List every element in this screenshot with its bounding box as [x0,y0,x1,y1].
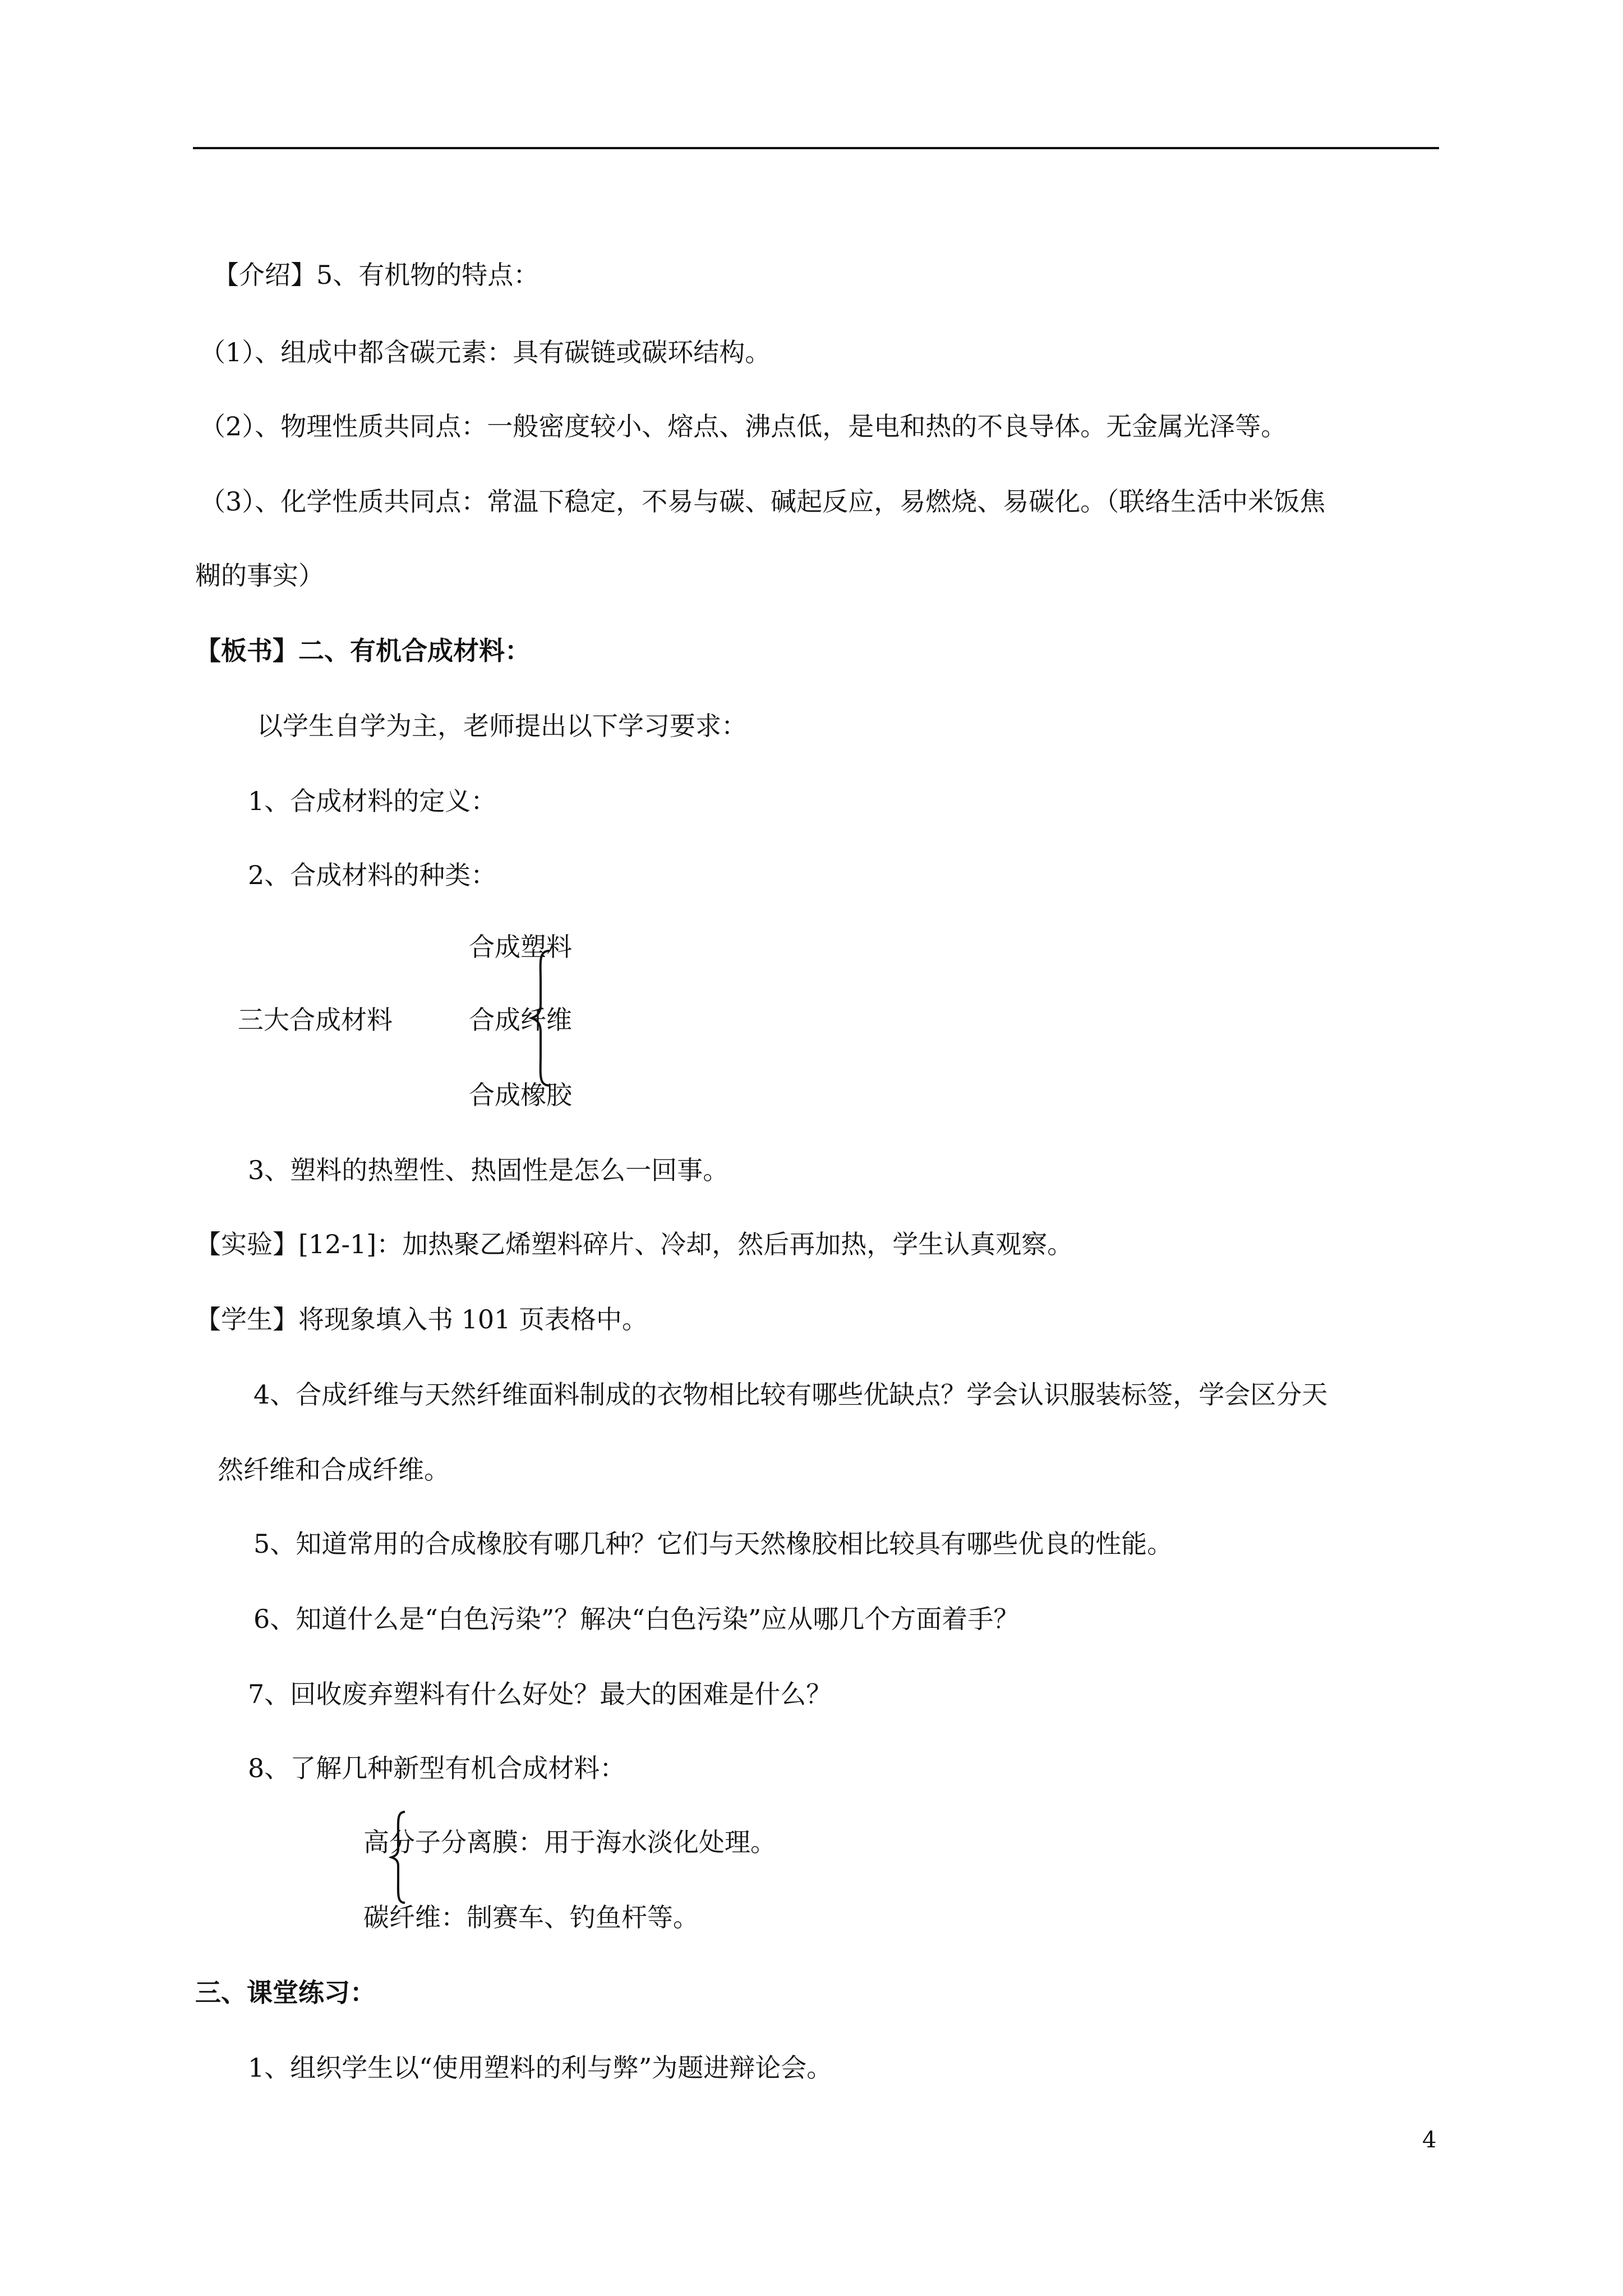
material-type-2: 合成纤维 [469,1005,572,1035]
header-rule [193,147,1439,149]
brace-icon [527,948,561,1088]
question-7: 7、回收废弃塑料有什么好处？最大的困难是什么？ [248,1679,832,1709]
question-8: 8、了解几种新型有机合成材料： [248,1753,626,1783]
question-5: 5、知道常用的合成橡胶有哪几种？它们与天然橡胶相比较具有哪些优良的性能。 [253,1529,1173,1559]
paragraph-3-line-2: 糊的事实） [195,560,324,591]
student-line: 【学生】将现象填入书 101 页表格中。 [195,1304,648,1335]
brace-icon [389,1810,412,1905]
question-1: 1、合成材料的定义： [248,786,497,816]
question-3: 3、塑料的热塑性、热固性是怎么一回事。 [248,1155,729,1185]
page-number: 4 [1422,2127,1437,2153]
question-2: 2、合成材料的种类： [248,860,497,890]
section-3-heading: 三、课堂练习： [195,1977,376,2008]
three-materials-label: 三大合成材料 [238,1005,393,1035]
material-type-1: 合成塑料 [469,932,572,962]
material-type-3: 合成橡胶 [469,1080,572,1110]
exercise-1: 1、组织学生以“使用塑料的利与弊”为题进辩论会。 [248,2053,833,2083]
board-heading: 【板书】二、有机合成材料： [195,636,531,666]
new-material-1: 高分子分离膜：用于海水淡化处理。 [363,1827,776,1857]
paragraph-2: （2）、物理性质共同点：一般密度较小、熔点、沸点低，是电和热的不良导体。无金属光泽等。 [200,411,1287,441]
question-4-line-1: 4、合成纤维与天然纤维面料制成的衣物相比较有哪些优缺点？学会认识服装标签，学会区分天 [253,1379,1328,1410]
self-study-note: 以学生自学为主，老师提出以下学习要求： [257,711,747,741]
paragraph-3-line-1: （3）、化学性质共同点：常温下稳定，不易与碳、碱起反应，易燃烧、易碳化。（联络生活中米饭焦 [200,486,1326,517]
question-6: 6、知道什么是“白色污染”？解决“白色污染”应从哪几个方面着手？ [253,1604,1020,1634]
intro-heading: 【介绍】5、有机物的特点： [213,260,540,290]
experiment-line: 【实验】[12-1]：加热聚乙烯塑料碎片、冷却，然后再加热，学生认真观察。 [195,1229,1073,1259]
new-material-2: 碳纤维：制赛车、钓鱼杆等。 [363,1902,699,1932]
question-4-line-2: 然纤维和合成纤维。 [218,1455,450,1485]
paragraph-1: （1）、组成中都含碳元素：具有碳链或碳环结构。 [200,337,771,367]
